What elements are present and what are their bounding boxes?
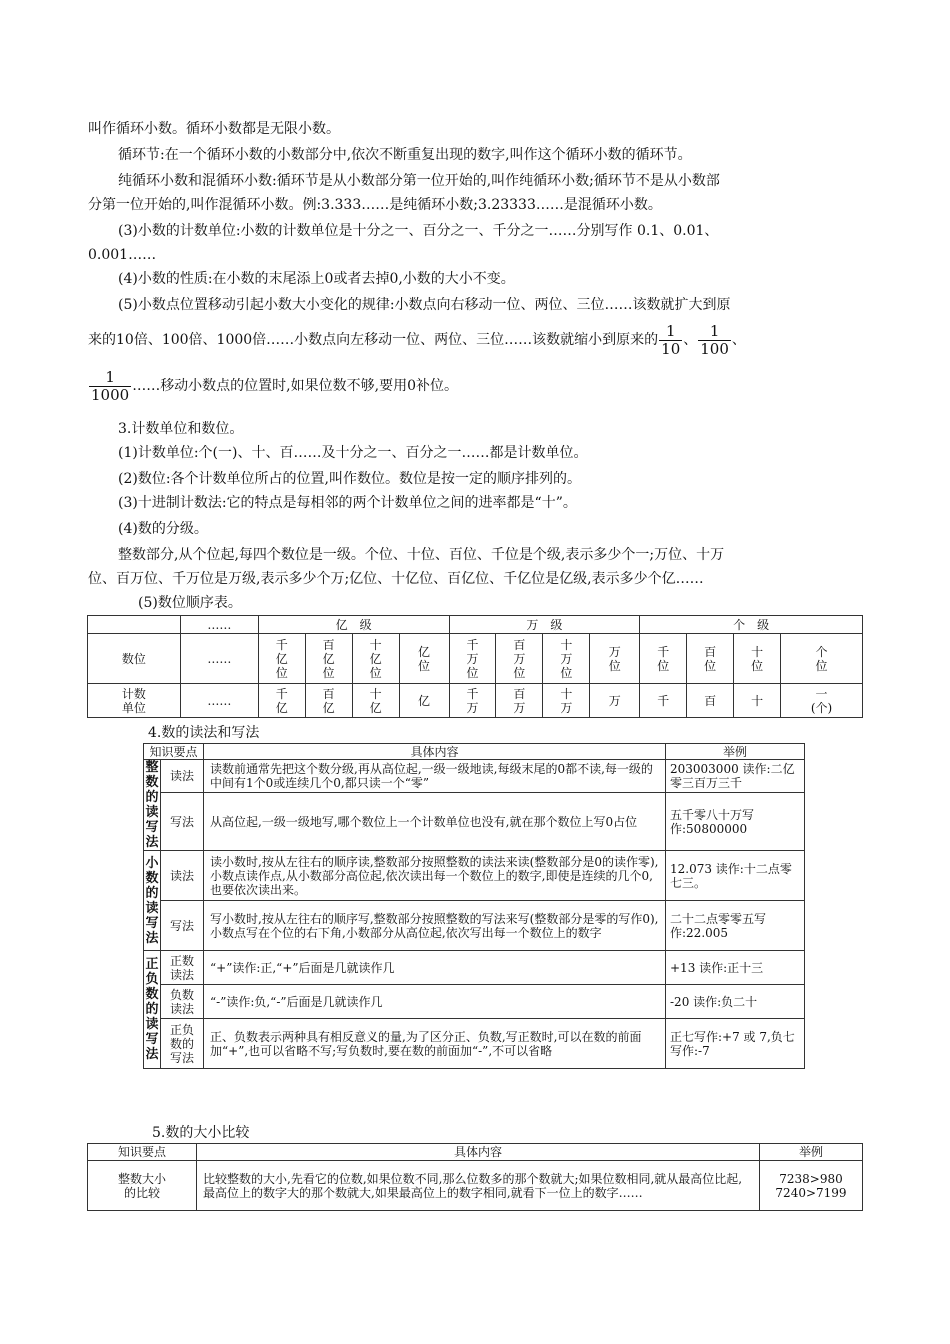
unit-cell: 十万 <box>543 684 590 718</box>
fraction-one-hundredth: $\frac{1}{100}$ <box>700 321 729 358</box>
category-integer: 整数的读写法 <box>145 760 159 850</box>
unit-row-label: 计数单位 <box>88 684 181 718</box>
group-row <box>88 616 863 634</box>
empty-cell <box>88 616 181 634</box>
group-ge: 个 级 <box>640 616 863 634</box>
unit-cell: 千亿 <box>258 684 305 718</box>
group-wan: 万 级 <box>449 616 640 634</box>
paragraph-repetend: 循环节:在一个循环小数的小数部分中,依次不断重复出现的数字,叫作这个循环小数的循环节。 <box>118 147 692 163</box>
paragraph-pure-mixed-2: 分第一位开始的,叫作混循环小数。例:3.333……是纯循环小数;3.23333……是混循环小数。 <box>88 197 662 213</box>
place-row <box>88 634 863 684</box>
paragraph-grading-desc-1: 整数部分,从个位起,每四个数位是一级。个位、十位、百位、千位是个级,表示多少个一;万位、十万 <box>118 547 725 563</box>
ellipsis-cell: …… <box>180 634 258 684</box>
sub-point: 正数读法 <box>161 951 204 985</box>
example-cell: 二十二点零零五写作:22.005 <box>666 901 805 951</box>
unit-row <box>88 684 863 718</box>
example-cell: 203003000 读作:二亿零三百万三千 <box>666 760 805 793</box>
table-row <box>144 985 805 1019</box>
paragraph-place: (2)数位:各个计数单位所占的位置,叫作数位。数位是按一定的顺序排列的。 <box>118 471 581 487</box>
place-cell: 百亿位 <box>305 634 352 684</box>
ellipsis-cell: …… <box>180 616 258 634</box>
header-content: 具体内容 <box>197 1144 760 1161</box>
place-cell: 十万位 <box>543 634 590 684</box>
example-cell: -20 读作:负二十 <box>666 985 805 1019</box>
paragraph-decimal-units-2: 0.001…… <box>88 247 157 263</box>
unit-cell: 十亿 <box>352 684 399 718</box>
section-4-title: 4.数的读法和写法 <box>148 725 260 741</box>
table-row <box>144 851 805 901</box>
sub-point: 读法 <box>161 760 204 793</box>
sub-point: 负数读法 <box>161 985 204 1019</box>
unit-cell: 百亿 <box>305 684 352 718</box>
header-example: 举例 <box>760 1144 863 1161</box>
header-row <box>88 1144 863 1161</box>
content-cell: 读小数时,按从左往右的顺序读,整数部分按照整数的读法来读(整数部分是0的读作零),小数点读作点,从小数部分高位起,依次读出每一个数位上的数字,即使是连续的几个0,也要依次读出来。 <box>204 851 666 901</box>
content-cell: 读数前通常先把这个数分级,再从高位起,一级一级地读,每级末尾的0都不读,每一级的中间有1个0或连续几个0,都只读一个“零” <box>204 760 666 793</box>
header-point: 知识要点 <box>88 1144 197 1161</box>
table-row <box>144 1019 805 1069</box>
content-cell: 比较整数的大小,先看它的位数,如果位数不同,那么位数多的那个数就大;如果位数相同,就从最高位比起,最高位上的数字大的那个数就大,如果最高位上的数字相同,就看下一位上的数字…… <box>197 1161 760 1211</box>
sub-point: 写法 <box>161 793 204 851</box>
example-cell: 五千零八十万写作:50800000 <box>666 793 805 851</box>
content-cell: 正、负数表示两种具有相反意义的量,为了区分正、负数,写正数时,可以在数的前面加“+”,也可以省略不写;写负数时,要在数的前面加“-”,不可以省略 <box>204 1019 666 1069</box>
example-cell: 7238>980 7240>7199 <box>760 1161 863 1211</box>
header-example: 举例 <box>666 744 805 760</box>
unit-cell: 万 <box>590 684 640 718</box>
point-move-text: 来的10倍、100倍、1000倍……小数点向左移动一位、两位、三位……该数就缩小到原来的 <box>88 332 659 348</box>
read-write-table <box>143 743 805 1069</box>
header-point: 知识要点 <box>144 744 204 760</box>
place-cell: 万位 <box>590 634 640 684</box>
place-cell: 百万位 <box>496 634 543 684</box>
paragraph-pure-mixed-1: 纯循环小数和混循环小数:循环节是从小数部分第一位开始的,叫作纯循环小数;循环节不是从小数部 <box>118 173 720 189</box>
content-cell: 写小数时,按从左往右的顺序写,整数部分按照整数的写法来写(整数部分是零的写作0),小数点写在个位的右下角,小数部分从高位起,依次写出每一个数位上的数字 <box>204 901 666 951</box>
place-cell: 个位 <box>781 634 863 684</box>
category-decimal: 小数的读写法 <box>144 851 161 951</box>
compare-table <box>87 1143 863 1211</box>
unit-cell: 千万 <box>449 684 496 718</box>
group-yi: 亿 级 <box>258 616 449 634</box>
unit-cell: 亿 <box>399 684 449 718</box>
example-cell: +13 读作:正十三 <box>666 951 805 985</box>
paragraph-grading: (4)数的分级。 <box>118 521 208 537</box>
table-row <box>144 901 805 951</box>
section-3-title: 3.计数单位和数位。 <box>118 421 244 437</box>
content-cell: “-”读作:负,“-”后面是几就读作几 <box>204 985 666 1019</box>
table-row <box>144 760 805 793</box>
place-cell: 亿位 <box>399 634 449 684</box>
paragraph-counting-unit: (1)计数单位:个(一)、十、百……及十分之一、百分之一……都是计数单位。 <box>118 445 588 461</box>
example-cell: 正七写作:+7 或 7,负七写作:-7 <box>666 1019 805 1069</box>
place-row-label: 数位 <box>88 634 181 684</box>
paragraph-point-move-1: (5)小数点位置移动引起小数大小变化的规律:小数点向右移动一位、两位、三位……该数就扩大到原 <box>118 297 731 313</box>
fraction-one-tenth: $\frac{1}{10}$ <box>661 321 681 358</box>
content-cell: 从高位起,一级一级地写,哪个数位上一个计数单位也没有,就在那个数位上写0占位 <box>204 793 666 851</box>
place-cell: 十位 <box>734 634 781 684</box>
paragraph-grading-desc-2: 位、百万位、千万位是万级,表示多少个万;亿位、十亿位、百亿位、千亿位是亿级,表示多少个亿…… <box>88 571 704 587</box>
paragraph-point-move-2: 来的10倍、100倍、1000倍……小数点向左移动一位、两位、三位……该数就缩小到原来的 $\frac{1}{10}$ 、 $\frac{1}{100}$ 、 <box>88 321 746 358</box>
section-5-title: 5.数的大小比较 <box>152 1125 250 1141</box>
unit-cell: 千 <box>640 684 687 718</box>
place-order-table <box>87 615 863 718</box>
paragraph-place-table-title: (5)数位顺序表。 <box>138 595 242 611</box>
unit-cell: 百 <box>687 684 734 718</box>
example-cell: 12.073 读作:十二点零七三。 <box>666 851 805 901</box>
unit-cell: 一(个) <box>781 684 863 718</box>
place-cell: 千位 <box>640 634 687 684</box>
paragraph-decimal-system: (3)十进制计数法:它的特点是每相邻的两个计数单位之间的进率都是“十”。 <box>118 495 577 511</box>
header-content: 具体内容 <box>204 744 666 760</box>
point-cell: 整数大小的比较 <box>88 1161 197 1211</box>
paragraph-point-move-3: $\frac{1}{1000}$ ……移动小数点的位置时,如果位数不够,要用0补位。 <box>91 367 458 404</box>
table-row <box>144 951 805 985</box>
place-cell: 千亿位 <box>258 634 305 684</box>
sub-point: 写法 <box>161 901 204 951</box>
sub-point: 正负数的写法 <box>161 1019 204 1069</box>
paragraph-cyclic-decimal-def: 叫作循环小数。循环小数都是无限小数。 <box>88 121 340 137</box>
ellipsis-cell: …… <box>180 684 258 718</box>
category-signed: 正负数的读写法 <box>144 951 161 1069</box>
place-cell: 百位 <box>687 634 734 684</box>
unit-cell: 十 <box>734 684 781 718</box>
unit-cell: 百万 <box>496 684 543 718</box>
table-row <box>144 793 805 851</box>
header-row <box>144 744 805 760</box>
paragraph-decimal-units-1: (3)小数的计数单位:小数的计数单位是十分之一、百分之一、千分之一……分别写作 0.1、0.01、 <box>118 223 719 239</box>
place-cell: 十亿位 <box>352 634 399 684</box>
table-row <box>88 1161 863 1211</box>
place-cell: 千万位 <box>449 634 496 684</box>
paragraph-decimal-property: (4)小数的性质:在小数的末尾添上0或者去掉0,小数的大小不变。 <box>118 271 515 287</box>
fraction-one-thousandth: $\frac{1}{1000}$ <box>91 367 130 404</box>
content-cell: “+”读作:正,“+”后面是几就读作几 <box>204 951 666 985</box>
sub-point: 读法 <box>161 851 204 901</box>
